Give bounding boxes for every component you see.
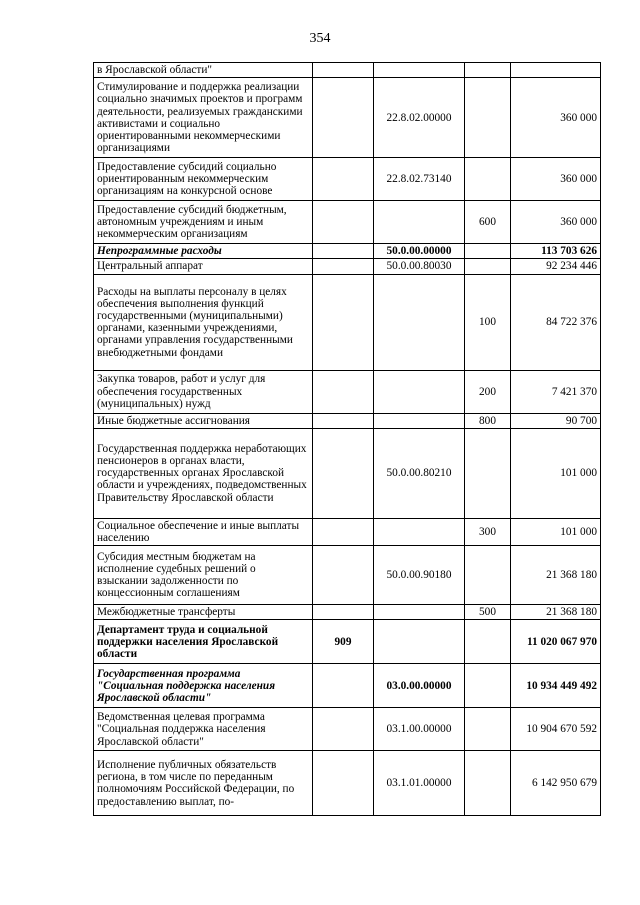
cell-name: Государственная программа "Социальная поддержка населения Ярославской области" xyxy=(94,664,313,708)
cell-sum: 10 934 449 492 xyxy=(511,664,601,708)
table-row xyxy=(94,546,601,605)
cell-csr xyxy=(374,413,465,428)
cell-csr xyxy=(374,274,465,370)
table-row xyxy=(94,370,601,413)
cell-ved xyxy=(313,63,374,78)
cell-name: Исполнение публичных обязательств региона, в том числе по переданным полномочиям Российской Федерации, по предоставлению выплат, по- xyxy=(94,751,313,816)
cell-sum: 92 234 446 xyxy=(511,259,601,274)
table-row xyxy=(94,259,601,274)
cell-vr xyxy=(465,620,511,664)
cell-sum: 101 000 xyxy=(511,518,601,545)
cell-vr: 600 xyxy=(465,201,511,244)
cell-name: в Ярославской области" xyxy=(94,63,313,78)
cell-ved xyxy=(313,413,374,428)
table-row xyxy=(94,274,601,370)
cell-name: Центральный аппарат xyxy=(94,259,313,274)
cell-name: Иные бюджетные ассигнования xyxy=(94,413,313,428)
table-row xyxy=(94,63,601,78)
page-number: 354 xyxy=(309,31,331,46)
table-row xyxy=(94,158,601,201)
cell-csr xyxy=(374,518,465,545)
cell-sum: 360 000 xyxy=(511,158,601,201)
cell-csr: 03.1.01.00000 xyxy=(374,751,465,816)
cell-vr xyxy=(465,78,511,158)
cell-ved xyxy=(313,244,374,259)
cell-name: Расходы на выплаты персоналу в целях обеспечения выполнения функций государственными (муниципальными) органами, казенными учреждениями, органами управления государственными внебюджетными фондами xyxy=(94,274,313,370)
cell-vr: 800 xyxy=(465,413,511,428)
cell-ved xyxy=(313,546,374,605)
cell-name: Государственная поддержка неработающих пенсионеров в органах власти, государственных органах Ярославской области и учреждениях, подведомственных Правительству Ярославской области xyxy=(94,428,313,518)
budget-table-body xyxy=(94,63,601,816)
cell-ved xyxy=(313,78,374,158)
table-row xyxy=(94,244,601,259)
budget-table xyxy=(93,62,601,816)
cell-name: Межбюджетные трансферты xyxy=(94,605,313,620)
cell-vr: 300 xyxy=(465,518,511,545)
table-row xyxy=(94,605,601,620)
cell-csr xyxy=(374,63,465,78)
cell-sum: 360 000 xyxy=(511,201,601,244)
table-row xyxy=(94,428,601,518)
cell-csr: 22.8.02.73140 xyxy=(374,158,465,201)
cell-ved xyxy=(313,708,374,751)
table-row xyxy=(94,751,601,816)
cell-ved xyxy=(313,518,374,545)
table-row xyxy=(94,708,601,751)
cell-sum: 101 000 xyxy=(511,428,601,518)
cell-csr: 03.0.00.00000 xyxy=(374,664,465,708)
cell-name: Предоставление субсидий социально ориентированным некоммерческим организациям на конкурсной основе xyxy=(94,158,313,201)
cell-sum: 11 020 067 970 xyxy=(511,620,601,664)
cell-csr xyxy=(374,370,465,413)
cell-ved xyxy=(313,201,374,244)
cell-vr xyxy=(465,751,511,816)
cell-sum: 113 703 626 xyxy=(511,244,601,259)
cell-vr xyxy=(465,546,511,605)
table-row xyxy=(94,78,601,158)
cell-name: Предоставление субсидий бюджетным, автономным учреждениям и иным некоммерческим организациям xyxy=(94,201,313,244)
cell-sum xyxy=(511,63,601,78)
cell-ved: 909 xyxy=(313,620,374,664)
cell-vr xyxy=(465,259,511,274)
cell-vr xyxy=(465,63,511,78)
cell-vr: 200 xyxy=(465,370,511,413)
table-row xyxy=(94,664,601,708)
cell-name: Стимулирование и поддержка реализации социально значимых проектов и программ деятельности, реализуемых гражданскими активистами и социально ориентированными некоммерческими организациями xyxy=(94,78,313,158)
cell-name: Ведомственная целевая программа "Социальная поддержка населения Ярославской области" xyxy=(94,708,313,751)
cell-ved xyxy=(313,664,374,708)
cell-sum: 6 142 950 679 xyxy=(511,751,601,816)
cell-vr xyxy=(465,664,511,708)
cell-name: Непрограммные расходы xyxy=(94,244,313,259)
cell-vr: 100 xyxy=(465,274,511,370)
cell-csr: 50.0.00.80210 xyxy=(374,428,465,518)
cell-vr xyxy=(465,158,511,201)
cell-ved xyxy=(313,751,374,816)
cell-sum: 360 000 xyxy=(511,78,601,158)
cell-ved xyxy=(313,428,374,518)
cell-sum: 90 700 xyxy=(511,413,601,428)
cell-csr xyxy=(374,605,465,620)
cell-name: Департамент труда и социальной поддержки населения Ярославской области xyxy=(94,620,313,664)
cell-csr: 50.0.00.80030 xyxy=(374,259,465,274)
cell-ved xyxy=(313,158,374,201)
cell-sum: 10 904 670 592 xyxy=(511,708,601,751)
cell-csr: 03.1.00.00000 xyxy=(374,708,465,751)
cell-vr xyxy=(465,708,511,751)
cell-vr xyxy=(465,244,511,259)
cell-ved xyxy=(313,259,374,274)
cell-sum: 21 368 180 xyxy=(511,546,601,605)
cell-name: Субсидия местным бюджетам на исполнение судебных решений о взыскании задолженности по концессионным соглашениям xyxy=(94,546,313,605)
cell-csr: 50.0.00.90180 xyxy=(374,546,465,605)
cell-sum: 21 368 180 xyxy=(511,605,601,620)
cell-csr xyxy=(374,201,465,244)
cell-ved xyxy=(313,274,374,370)
cell-csr xyxy=(374,620,465,664)
cell-name: Закупка товаров, работ и услуг для обеспечения государственных (муниципальных) нужд xyxy=(94,370,313,413)
table-row xyxy=(94,201,601,244)
cell-vr: 500 xyxy=(465,605,511,620)
cell-sum: 84 722 376 xyxy=(511,274,601,370)
cell-ved xyxy=(313,605,374,620)
cell-csr: 22.8.02.00000 xyxy=(374,78,465,158)
cell-csr: 50.0.00.00000 xyxy=(374,244,465,259)
table-row xyxy=(94,518,601,545)
table-row xyxy=(94,620,601,664)
cell-ved xyxy=(313,370,374,413)
cell-sum: 7 421 370 xyxy=(511,370,601,413)
cell-vr xyxy=(465,428,511,518)
cell-name: Социальное обеспечение и иные выплаты населению xyxy=(94,518,313,545)
table-row xyxy=(94,413,601,428)
